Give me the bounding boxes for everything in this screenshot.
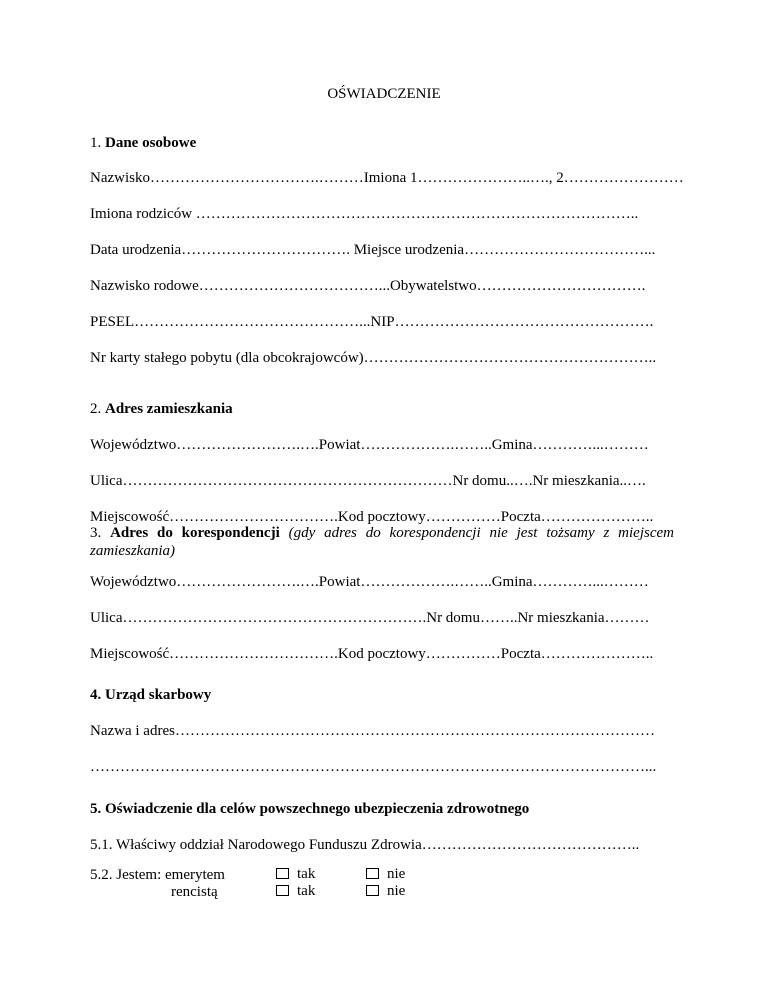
field-imiona-rodzicow[interactable]: Imiona rodziców ……………………………………………………………………………..: [90, 206, 639, 222]
checkbox-icon: [366, 885, 379, 896]
rencista-tak-checkbox[interactable]: tak: [276, 883, 315, 900]
field-nazwa-adres-cont[interactable]: …………………………………………………………………………………………………...: [90, 759, 657, 775]
field-nazwisko-imiona[interactable]: Nazwisko…………………………….………Imiona 1…………………..…., 2……………………: [90, 170, 684, 186]
emeryt-nie-checkbox[interactable]: nie: [366, 866, 405, 883]
field-ulica-nr-domu[interactable]: Ulica…………………………………………………………Nr domu..….Nr mieszkania..….: [90, 473, 646, 489]
field-nazwa-adres[interactable]: Nazwa i adres……………………………………………………………………………………: [90, 723, 655, 739]
section-2-heading: 2. Adres zamieszkania: [90, 401, 233, 417]
checkbox-icon: [276, 885, 289, 896]
field-nazwisko-rodowe-obywatelstwo[interactable]: Nazwisko rodowe………………………………...Obywatelstwo…………………………….: [90, 278, 646, 294]
field-ulica-nr-domu-3[interactable]: Ulica…………………………………………………….Nr domu……..Nr mieszkania………: [90, 610, 650, 626]
field-karta-pobytu[interactable]: Nr karty stałego pobytu (dla obcokrajowców)…………………………………………………..: [90, 350, 657, 366]
section-3-heading: 3. Adres do korespondencji (gdy adres do korespondencji nie jest tożsamy z miejscem: [90, 525, 674, 541]
section-3-note-cont: zamieszkania): [90, 543, 175, 559]
section-5-heading: 5. Oświadczenie dla celów powszechnego ubezpieczenia zdrowotnego: [90, 801, 530, 817]
field-miejscowosc-kod-poczta-3[interactable]: Miejscowość…………………………….Kod pocztowy……………Poczta…………………..: [90, 646, 654, 662]
checkbox-icon: [276, 868, 289, 879]
field-data-miejsce-urodzenia[interactable]: Data urodzenia……………………………. Miejsce urodzenia………………………………...: [90, 242, 656, 258]
section-1-heading: 1. Dane osobowe: [90, 135, 197, 151]
rencista-nie-checkbox[interactable]: nie: [366, 883, 405, 900]
section-4-heading: 4. Urząd skarbowy: [90, 687, 212, 703]
document-title: OŚWIADCZENIE: [327, 86, 441, 102]
field-miejscowosc-kod-poczta[interactable]: Miejscowość…………………………….Kod pocztowy……………Poczta…………………..: [90, 509, 654, 525]
emeryt-tak-checkbox[interactable]: tak: [276, 866, 315, 883]
field-pesel-nip[interactable]: PESEL………………………………………...NIP…………………………………………….: [90, 314, 654, 330]
field-wojewodztwo-powiat-gmina[interactable]: Województwo…………………….….Powiat……………….……..Gmina…………...………: [90, 437, 649, 453]
label-jestem: 5.2. Jestem: emerytem: [90, 867, 225, 883]
label-rencista: rencistą: [171, 884, 218, 900]
field-wojewodztwo-powiat-gmina-3[interactable]: Województwo…………………….….Powiat……………….……..Gmina…………...………: [90, 574, 649, 590]
field-oddzial-nfz[interactable]: 5.1. Właściwy oddział Narodowego Funduszu Zdrowia……………………………………..: [90, 837, 640, 853]
checkbox-icon: [366, 868, 379, 879]
